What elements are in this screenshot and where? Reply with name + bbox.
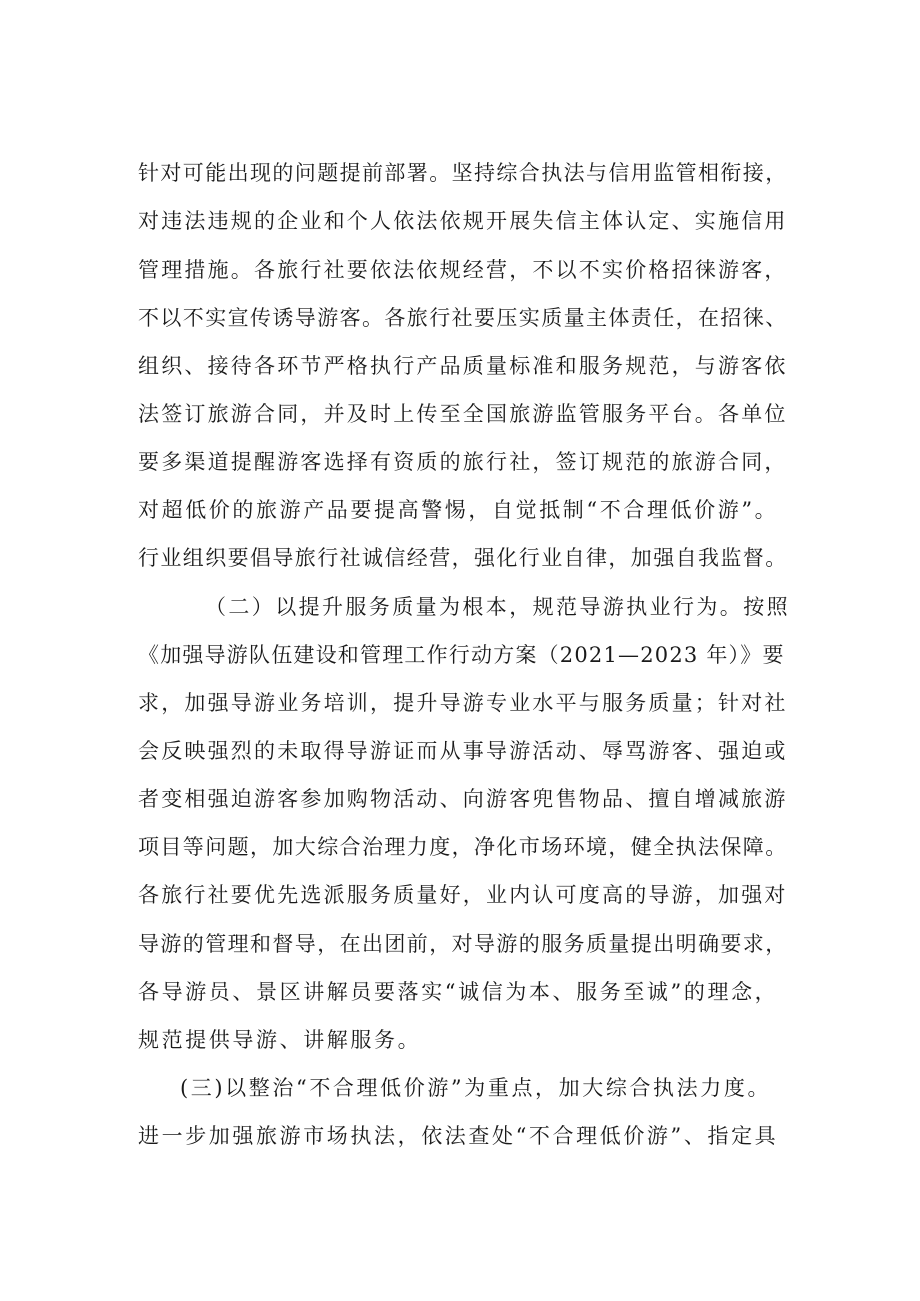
text-line: 求，加强导游业务培训，提升导游专业水平与服务质量；针对社 (138, 691, 788, 715)
section-heading-3: (三)以整治“不合理低价游”为重点，加大综合执法力度。 (180, 1076, 772, 1100)
text-line: 各导游员、景区讲解员要落实“诚信为本、服务至诚”的理念， (138, 980, 779, 1004)
section-heading-2: （二）以提升服务质量为根本，规范导游执业行为。按照 (205, 595, 790, 619)
text-line: 各旅行社要优先选派服务质量好，业内认可度高的导游，加强对 (138, 883, 788, 907)
text-line: 行业组织要倡导旅行社诚信经营，强化行业自律，加强自我监督。 (138, 546, 788, 570)
text-line: 组织、接待各环节严格执行产品质量标准和服务规范，与游客依 (138, 354, 788, 378)
text-line: 不以不实宣传诱导游客。各旅行社要压实质量主体责任，在招徕、 (138, 306, 788, 330)
text-line: 针对可能出现的问题提前部署。坚持综合执法与信用监管相衔接， (138, 161, 788, 185)
text-line: 项目等问题，加大综合治理力度，净化市场环境，健全执法保障。 (138, 835, 788, 859)
text-line: 导游的管理和督导，在出团前，对导游的服务质量提出明确要求， (138, 932, 788, 956)
text-line: 对超低价的旅游产品要提高警惕，自觉抵制“不合理低价游”。 (138, 498, 779, 522)
text-line: 《加强导游队伍建设和管理工作行动方案（2021—2023 年）》要 (138, 643, 785, 667)
text-line: 规范提供导游、讲解服务。 (138, 1028, 422, 1052)
text-line: 会反映强烈的未取得导游证而从事导游活动、辱骂游客、强迫或 (138, 739, 788, 763)
text-line: 要多渠道提醒游客选择有资质的旅行社，签订规范的旅游合同， (138, 450, 788, 474)
text-line: 法签订旅游合同，并及时上传至全国旅游监管服务平台。各单位 (138, 402, 788, 426)
text-line: 管理措施。各旅行社要依法依规经营，不以不实价格招徕游客， (138, 258, 788, 282)
text-line: 者变相强迫游客参加购物活动、向游客兜售物品、擅自增减旅游 (138, 787, 788, 811)
text-line: 进一步加强旅游市场执法，依法查处“不合理低价游”、指定具 (138, 1124, 779, 1148)
text-line: 对违法违规的企业和个人依法依规开展失信主体认定、实施信用 (138, 209, 788, 233)
